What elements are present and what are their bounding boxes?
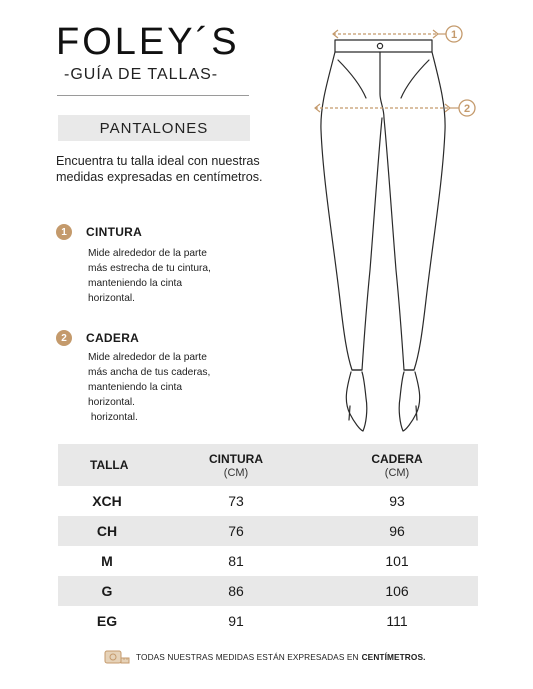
table-row bbox=[58, 516, 478, 546]
header-cintura-label: CINTURA bbox=[209, 451, 263, 466]
pants-figure-illustration bbox=[300, 10, 490, 435]
table-row bbox=[58, 486, 478, 516]
measure-line: más ancha de tus caderas, bbox=[88, 367, 211, 378]
measure-line: horizontal. bbox=[88, 397, 136, 408]
left-leg-outline bbox=[321, 52, 382, 370]
table-row bbox=[58, 606, 478, 636]
measure-line: horizontal. bbox=[88, 293, 136, 304]
cintura-cell: 81 bbox=[228, 553, 244, 569]
cintura-cell: 76 bbox=[228, 523, 244, 539]
page-subtitle: -GUÍA DE TALLAS- bbox=[64, 66, 219, 83]
cadera-cell: 111 bbox=[386, 613, 408, 629]
cadera-cell: 93 bbox=[389, 493, 405, 509]
cintura-cell: 86 bbox=[228, 583, 244, 599]
brand-logo: FOLEY´S bbox=[56, 21, 240, 63]
number-badge-1: 1 bbox=[56, 224, 72, 240]
measuring-tape-icon bbox=[104, 649, 130, 665]
pocket-right bbox=[401, 60, 429, 98]
divider bbox=[57, 95, 249, 96]
measure-title-cintura: CINTURA bbox=[86, 225, 143, 239]
measure-text-cintura bbox=[88, 246, 258, 306]
section-title: PANTALONES bbox=[58, 115, 250, 141]
waistband-outline bbox=[335, 40, 432, 52]
table-row bbox=[58, 546, 478, 576]
cadera-cell: 106 bbox=[385, 583, 409, 599]
size-cell: M bbox=[101, 553, 113, 569]
measure-line: Mide alrededor de la parte bbox=[88, 248, 207, 259]
button-icon bbox=[377, 43, 382, 48]
measure-head-cadera bbox=[56, 330, 139, 346]
measure-line: manteniendo la cinta bbox=[88, 382, 183, 393]
size-cell: EG bbox=[96, 613, 118, 629]
table-row bbox=[58, 576, 478, 606]
marker-2 bbox=[459, 100, 475, 116]
size-table bbox=[58, 444, 478, 636]
pocket-left bbox=[338, 60, 366, 98]
cintura-cell: 73 bbox=[228, 493, 244, 509]
header-talla: TALLA bbox=[90, 458, 129, 472]
measure-line: manteniendo la cinta bbox=[88, 278, 183, 289]
size-cell: XCH bbox=[92, 493, 122, 509]
marker-1 bbox=[446, 26, 462, 42]
right-leg-outline bbox=[384, 52, 445, 370]
heel-right bbox=[416, 406, 417, 420]
intro-text: Encuentra tu talla ideal con nuestras medidas expresadas en centímetros. bbox=[56, 154, 263, 184]
header-cadera-label: CADERA bbox=[371, 451, 423, 466]
measure-title-cadera: CADERA bbox=[86, 331, 140, 345]
measure-line: Mide alrededor de la parte bbox=[88, 352, 207, 363]
size-cell: G bbox=[101, 583, 113, 599]
cadera-cell: 96 bbox=[389, 523, 405, 539]
size-cell: CH bbox=[96, 523, 118, 539]
heel-left bbox=[349, 406, 350, 420]
header-cintura bbox=[156, 452, 316, 479]
shoe-left-icon bbox=[346, 372, 367, 431]
measure-text-cadera bbox=[88, 350, 258, 425]
measure-line: horizontal. bbox=[88, 412, 138, 423]
shoe-right-icon bbox=[399, 372, 420, 431]
header-cintura-unit: (CM) bbox=[223, 466, 249, 479]
footnote-emphasis: CENTÍMETROS. bbox=[361, 652, 426, 662]
measure-head-cintura bbox=[56, 224, 142, 240]
marker-2-label: 2 bbox=[463, 103, 471, 115]
number-badge-2: 2 bbox=[56, 330, 72, 346]
header-cadera bbox=[316, 452, 478, 479]
footnote-text: TODAS NUESTRAS MEDIDAS ESTÁN EXPRESADAS EN bbox=[136, 652, 359, 662]
measure-line: más estrecha de tu cintura, bbox=[88, 263, 211, 274]
table-header-row bbox=[58, 444, 478, 486]
marker-1-label: 1 bbox=[450, 29, 458, 41]
footnote bbox=[104, 649, 425, 665]
header-cadera-unit: (CM) bbox=[384, 466, 410, 479]
cintura-cell: 91 bbox=[228, 613, 244, 629]
cadera-cell: 101 bbox=[385, 553, 409, 569]
